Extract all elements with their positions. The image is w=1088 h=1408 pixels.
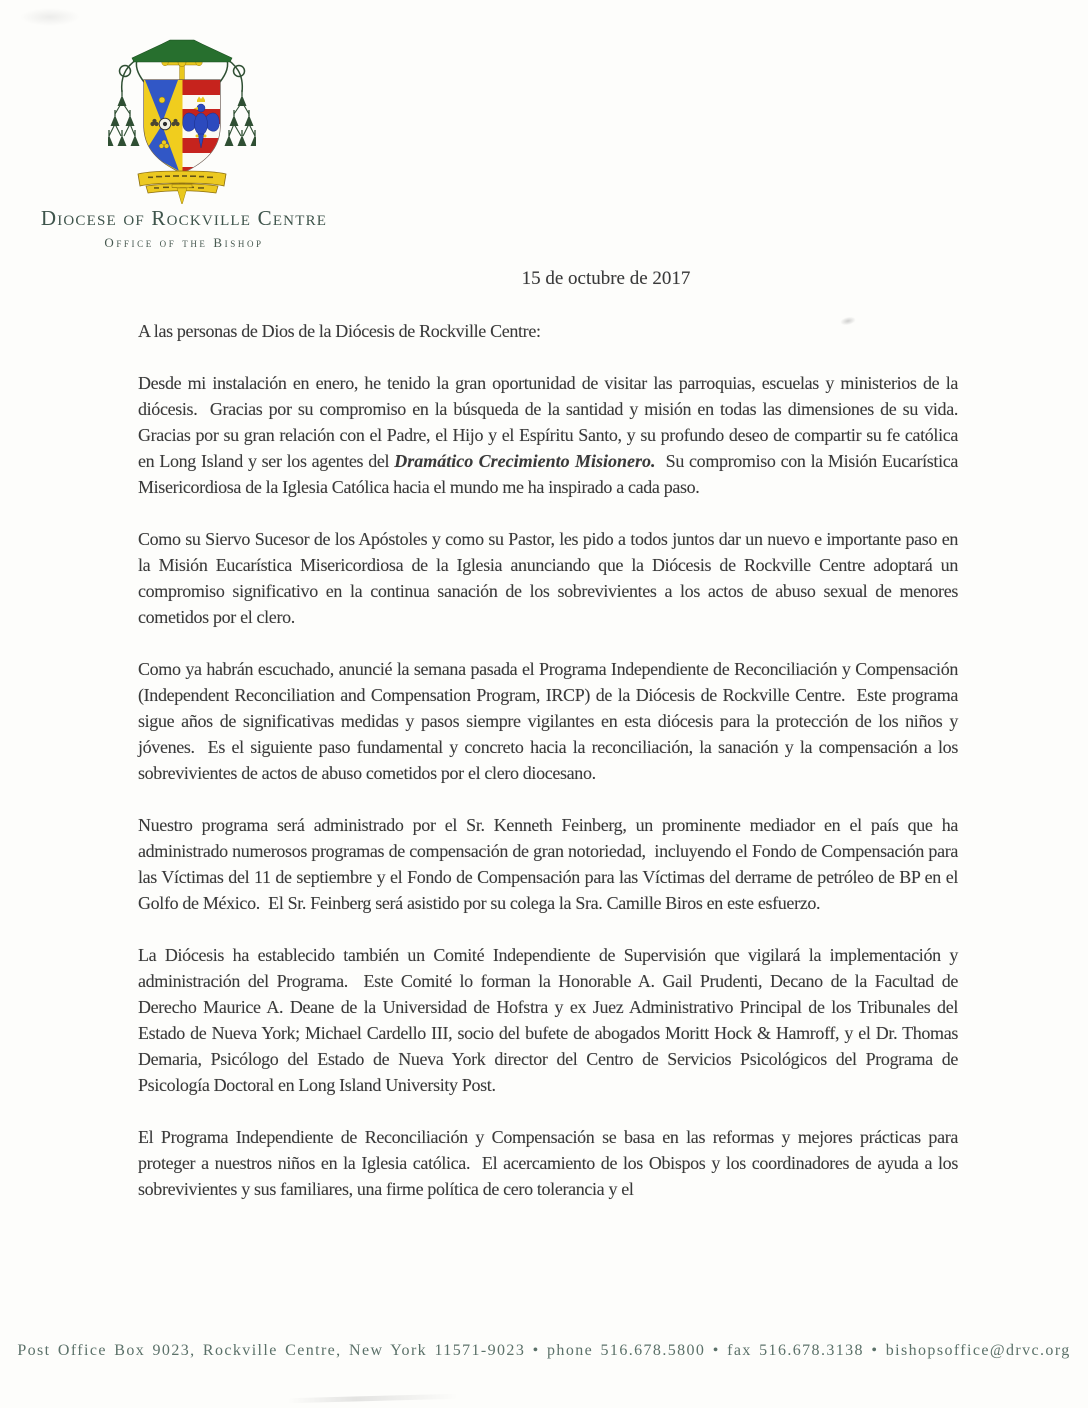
salutation: A las personas de Dios de la Diócesis de Rockville Centre:	[138, 321, 541, 341]
letter-body	[138, 318, 967, 1228]
letter-date: 15 de octubre de 2017	[521, 268, 691, 289]
letter-paragraphs	[138, 370, 967, 1202]
organization-name: Diocese of Rockville Centre	[40, 206, 328, 230]
paragraph-text: Como ya habrán escuchado, anuncié la semana pasada el Programa Independiente de Reconciliación y Compensación (Independent Reconciliation and Compensation Program, IRCP) de la Diócesis de Rockville Centre. Este programa sigue años de significativas medidas y pasos siempre vigilantes en esta diócesis para la protección de los niños y jóvenes. Es el siguiente paso fundamental y concreto hacia la reconciliación, la sanación y la compensación a los sobrevivientes de actos de abuso cometidos por el clero diocesano.	[138, 659, 963, 783]
diocese-coat-of-arms	[108, 36, 256, 204]
scan-artifact	[288, 1394, 458, 1403]
scan-artifact	[20, 8, 80, 26]
paragraph-text: Como su Siervo Sucesor de los Apóstoles y como su Pastor, les pido a todos juntos dar un nuevo e importante paso en la Misión Eucarística Misericordiosa de la Iglesia anunciando que la Diócesis de Rockville Centre adoptará un compromiso significativo en la continua sanación de los sobrevivientes a los actos de abuso sexual de menores cometidos por el clero.	[138, 529, 963, 627]
office-name: Office of the Bishop	[104, 235, 264, 250]
paragraph	[138, 656, 963, 786]
paragraph-text: Desde mi instalación en enero, he tenido la gran oportunidad de visitar las parroquias, escuelas y ministerios de la diócesis. Gracias por su compromiso en la búsqueda de la santidad y misión en todas las dimensiones de su vida. Gracias por su gran relación con el Padre, el Hijo y el Espíritu Santo, y su profundo deseo de compartir su fe católica en Long Island y ser los agentes del	[138, 373, 967, 471]
shield	[144, 80, 221, 182]
paragraph	[138, 1124, 963, 1202]
paragraph-text: La Diócesis ha establecido también un Comité Independiente de Supervisión que vigilará la implementación y administración del Programa. Este Comité lo forman la Honorable A. Gail Prudenti, Decano de la Facultad de Derecho Maurice A. Deane de la Universidad de Hofstra y ex Juez Administrativo Principal de los Tribunales del Estado de Nueva York; Michael Cardello III, socio del bufete de abogados Moritt Hock & Hamroff, y el Dr. Thomas Demaria, Psicólogo del Estado de Nueva York director del Centro de Servicios Psicológicos del Programa de Psicología Doctoral en Long Island University Post.	[138, 945, 963, 1095]
paragraph-text: Su compromiso con la Misión Eucarística Misericordiosa de la Iglesia Católica hacia el mundo me ha inspirado a cada paso.	[138, 451, 963, 497]
paragraph	[138, 370, 967, 500]
emphasized-text: Dramático Crecimiento Misionero.	[394, 451, 656, 471]
paragraph-text: El Programa Independiente de Reconciliación y Compensación se basa en las reformas y mejores prácticas para proteger a nuestros niños en la Iglesia católica. El acercamiento de los Obispos y los coordinadores de ayuda a los sobrevivientes y sus familiares, una firme política de cero tolerancia y el	[138, 1127, 963, 1199]
cross-lower-blade	[172, 185, 192, 205]
paragraph	[138, 526, 963, 630]
footer-contact: Post Office Box 9023, Rockville Centre, New York 11571-9023 • phone 516.678.5800 • fax 516.678.3138 • bishopsoffice@drvc.org	[17, 1342, 1071, 1359]
paragraph	[138, 942, 963, 1098]
paragraph-text: Nuestro programa será administrado por el Sr. Kenneth Feinberg, un prominente mediador en el país que ha administrado numerosos programas de compensación de gran notoriedad, incluyendo el Fondo de Compensación para las Víctimas del 11 de septiembre y el Fondo de Compensación para las Víctimas del derrame de petróleo de BP en el Golfo de México. El Sr. Feinberg será asistido por su colega la Sra. Camille Biros en este esfuerzo.	[138, 815, 963, 913]
paragraph	[138, 812, 963, 916]
galero-hat-icon	[132, 40, 232, 62]
